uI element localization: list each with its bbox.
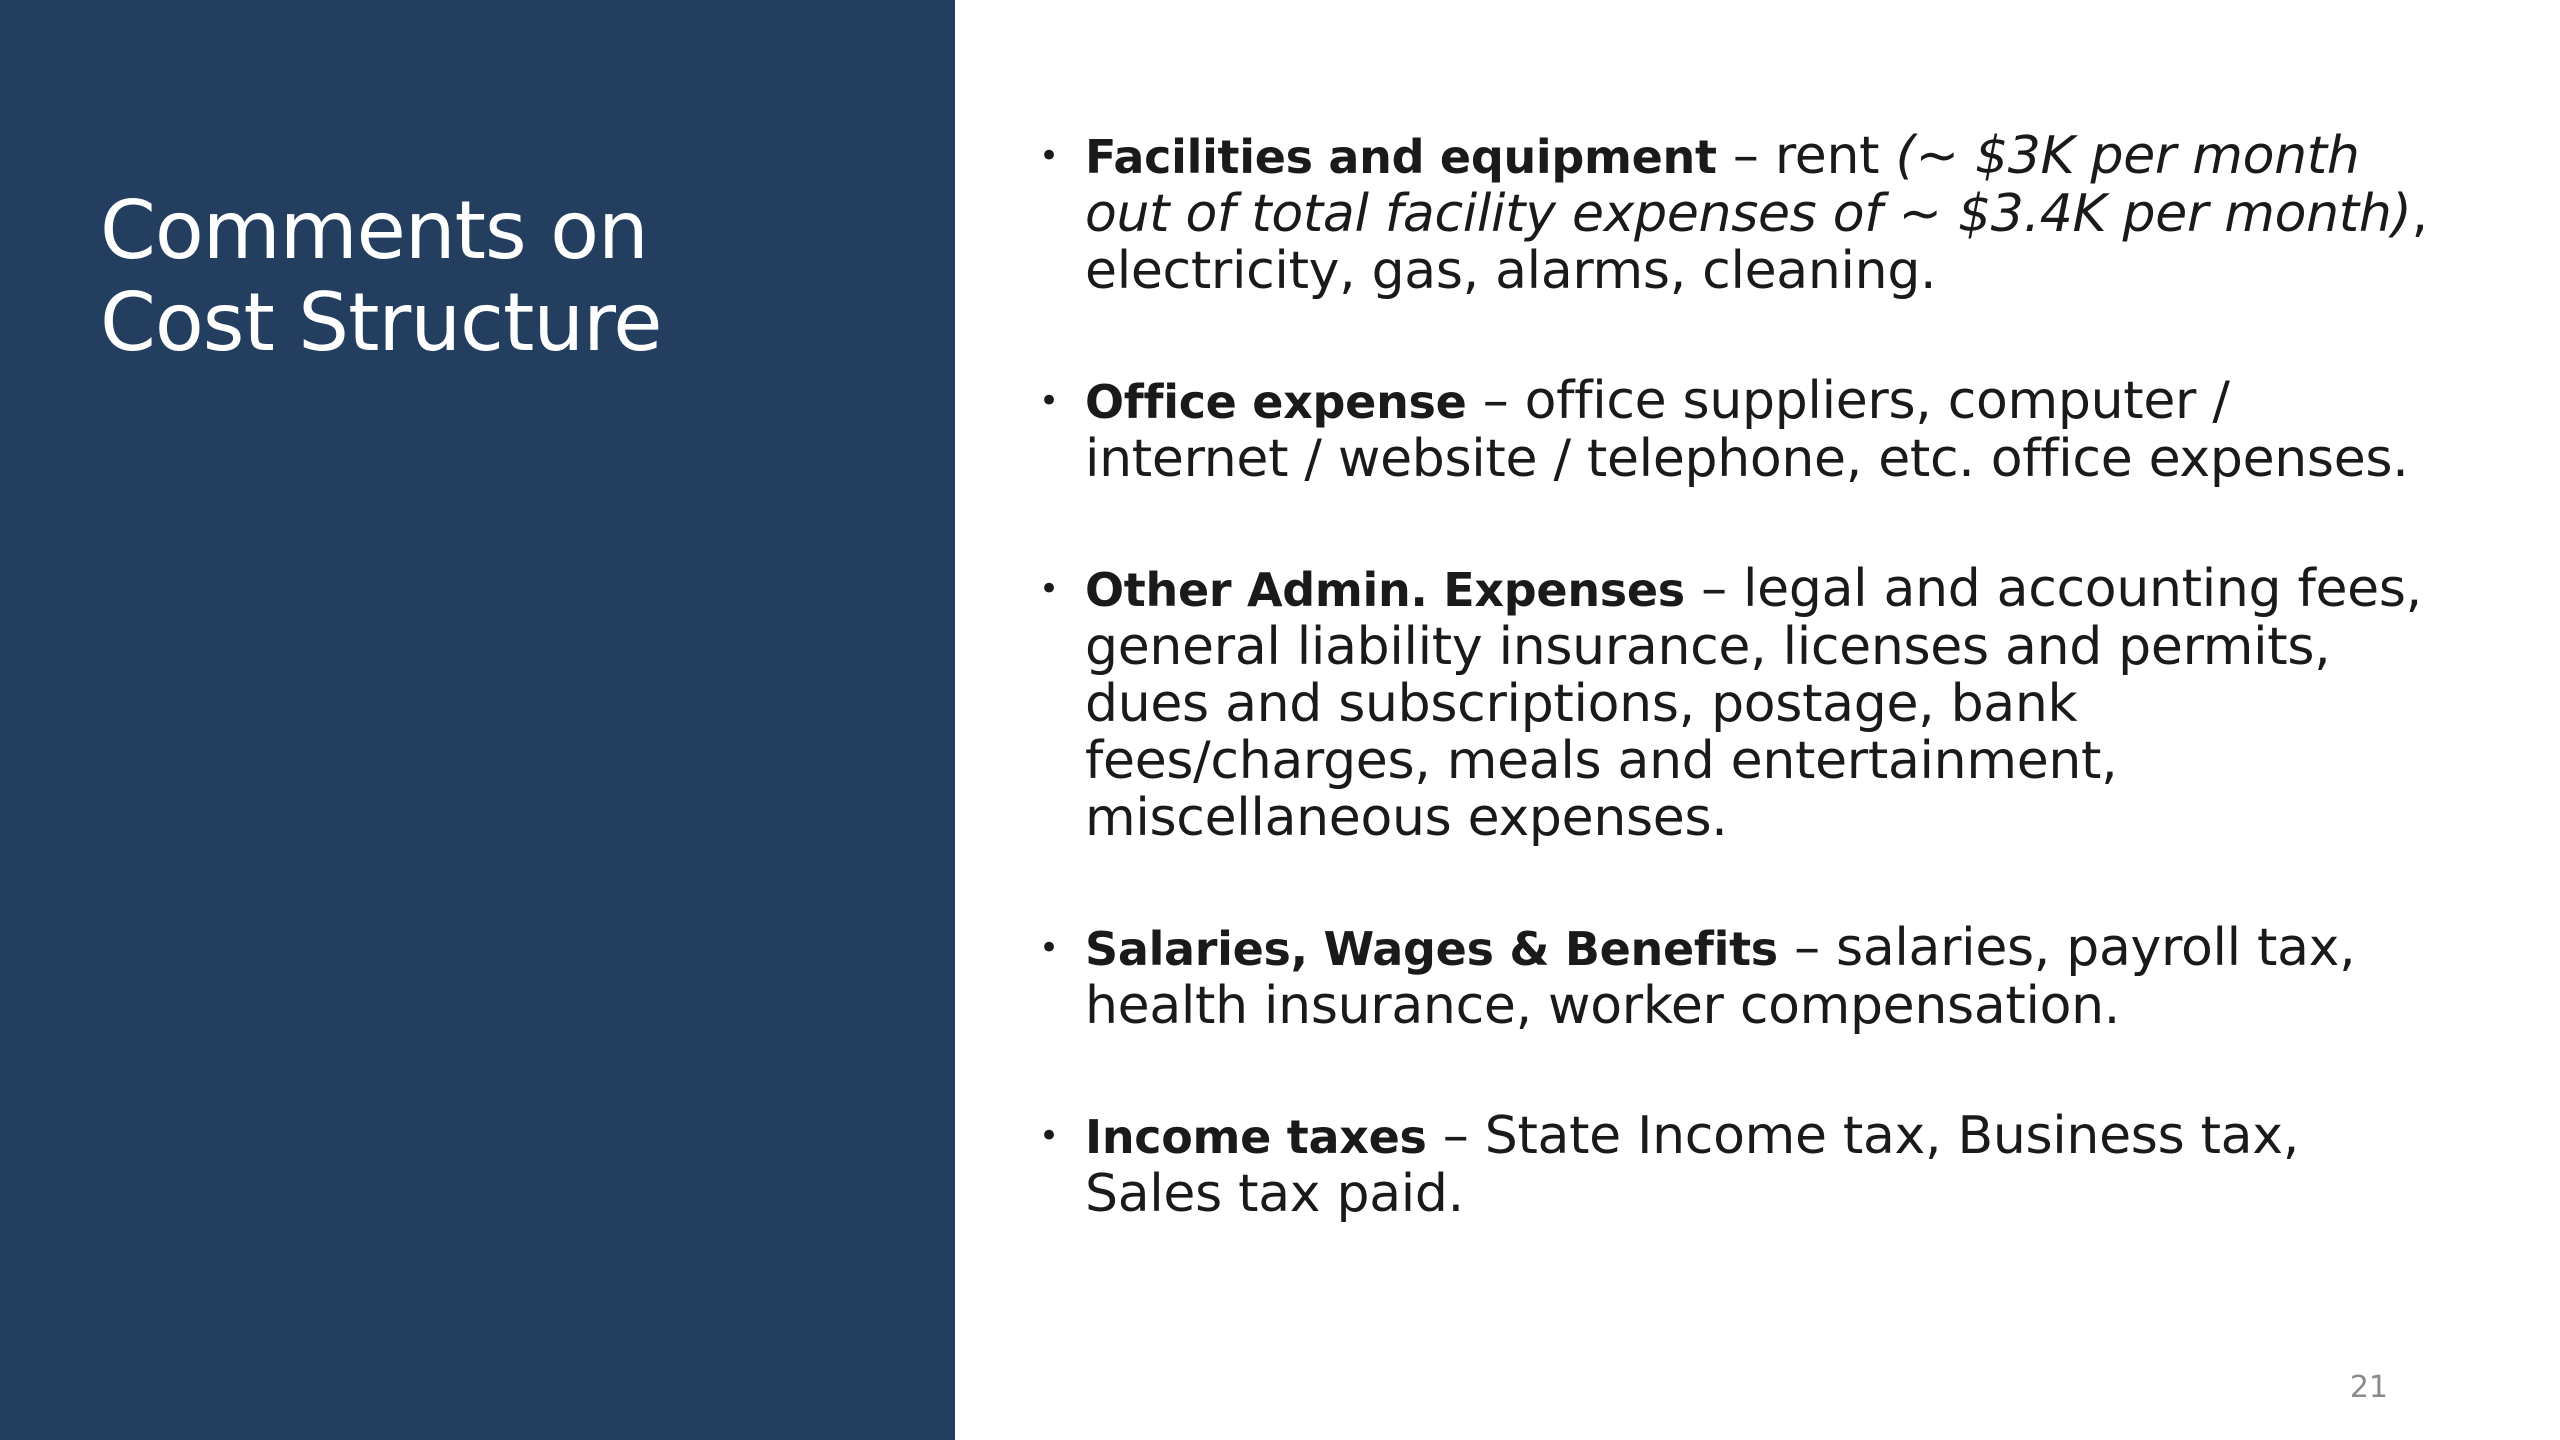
bullet-income-taxes — [1039, 1106, 2430, 1224]
bullet-text: legal and accounting fees, general liability insurance, licenses and permits, dues and subscriptions, postage, bank fees/charges, meals and entertainment, miscellaneous expenses. — [1085, 559, 2422, 848]
slide-title-line-1: Comments on — [100, 184, 648, 277]
slide-title — [100, 185, 920, 369]
bullet-text: office suppliers, computer / internet / website / telephone, etc. office expenses. — [1085, 371, 2409, 489]
bullet-salaries-wages-benefits — [1039, 918, 2430, 1036]
bullet-heading: Other Admin. Expenses — [1085, 563, 1685, 617]
bullet-separator: – — [1466, 371, 1525, 431]
page-number: 21 — [2349, 1370, 2388, 1405]
bullet-separator: – — [1426, 1106, 1485, 1166]
bullet-text-tail: , electricity, gas, alarms, cleaning. — [1085, 184, 2428, 301]
bullet-other-admin-expenses — [1039, 559, 2430, 848]
bullet-list — [1039, 126, 2430, 1296]
bullet-italic-note: (~ $3K per month out of total facility expenses of ~ $3.4K per month) — [1085, 126, 2412, 244]
title-panel — [0, 0, 955, 1440]
bullet-text: State Income tax, Business tax, Sales tax paid. — [1085, 1106, 2299, 1224]
bullet-dot-icon: • — [1039, 136, 1059, 176]
bullet-dot-icon: • — [1039, 928, 1059, 968]
bullet-separator: – — [1716, 126, 1775, 186]
slide-title-line-2: Cost Structure — [100, 276, 662, 369]
bullet-heading: Office expense — [1085, 375, 1467, 429]
bullet-heading: Salaries, Wages & Benefits — [1085, 922, 1778, 976]
bullet-separator: – — [1777, 918, 1837, 978]
bullet-heading: Facilities and equipment — [1085, 130, 1717, 184]
bullet-dot-icon: • — [1039, 569, 1059, 609]
bullet-dot-icon: • — [1039, 1116, 1059, 1156]
bullet-heading: Income taxes — [1085, 1110, 1427, 1164]
bullet-separator: – — [1684, 559, 1744, 619]
bullet-office-expense — [1039, 371, 2430, 489]
bullet-text: rent — [1774, 126, 1896, 186]
bullet-facilities-equipment — [1039, 126, 2430, 301]
bullet-dot-icon: • — [1039, 381, 1059, 421]
bullet-text: salaries, payroll tax, health insurance, worker compensation. — [1085, 918, 2356, 1036]
